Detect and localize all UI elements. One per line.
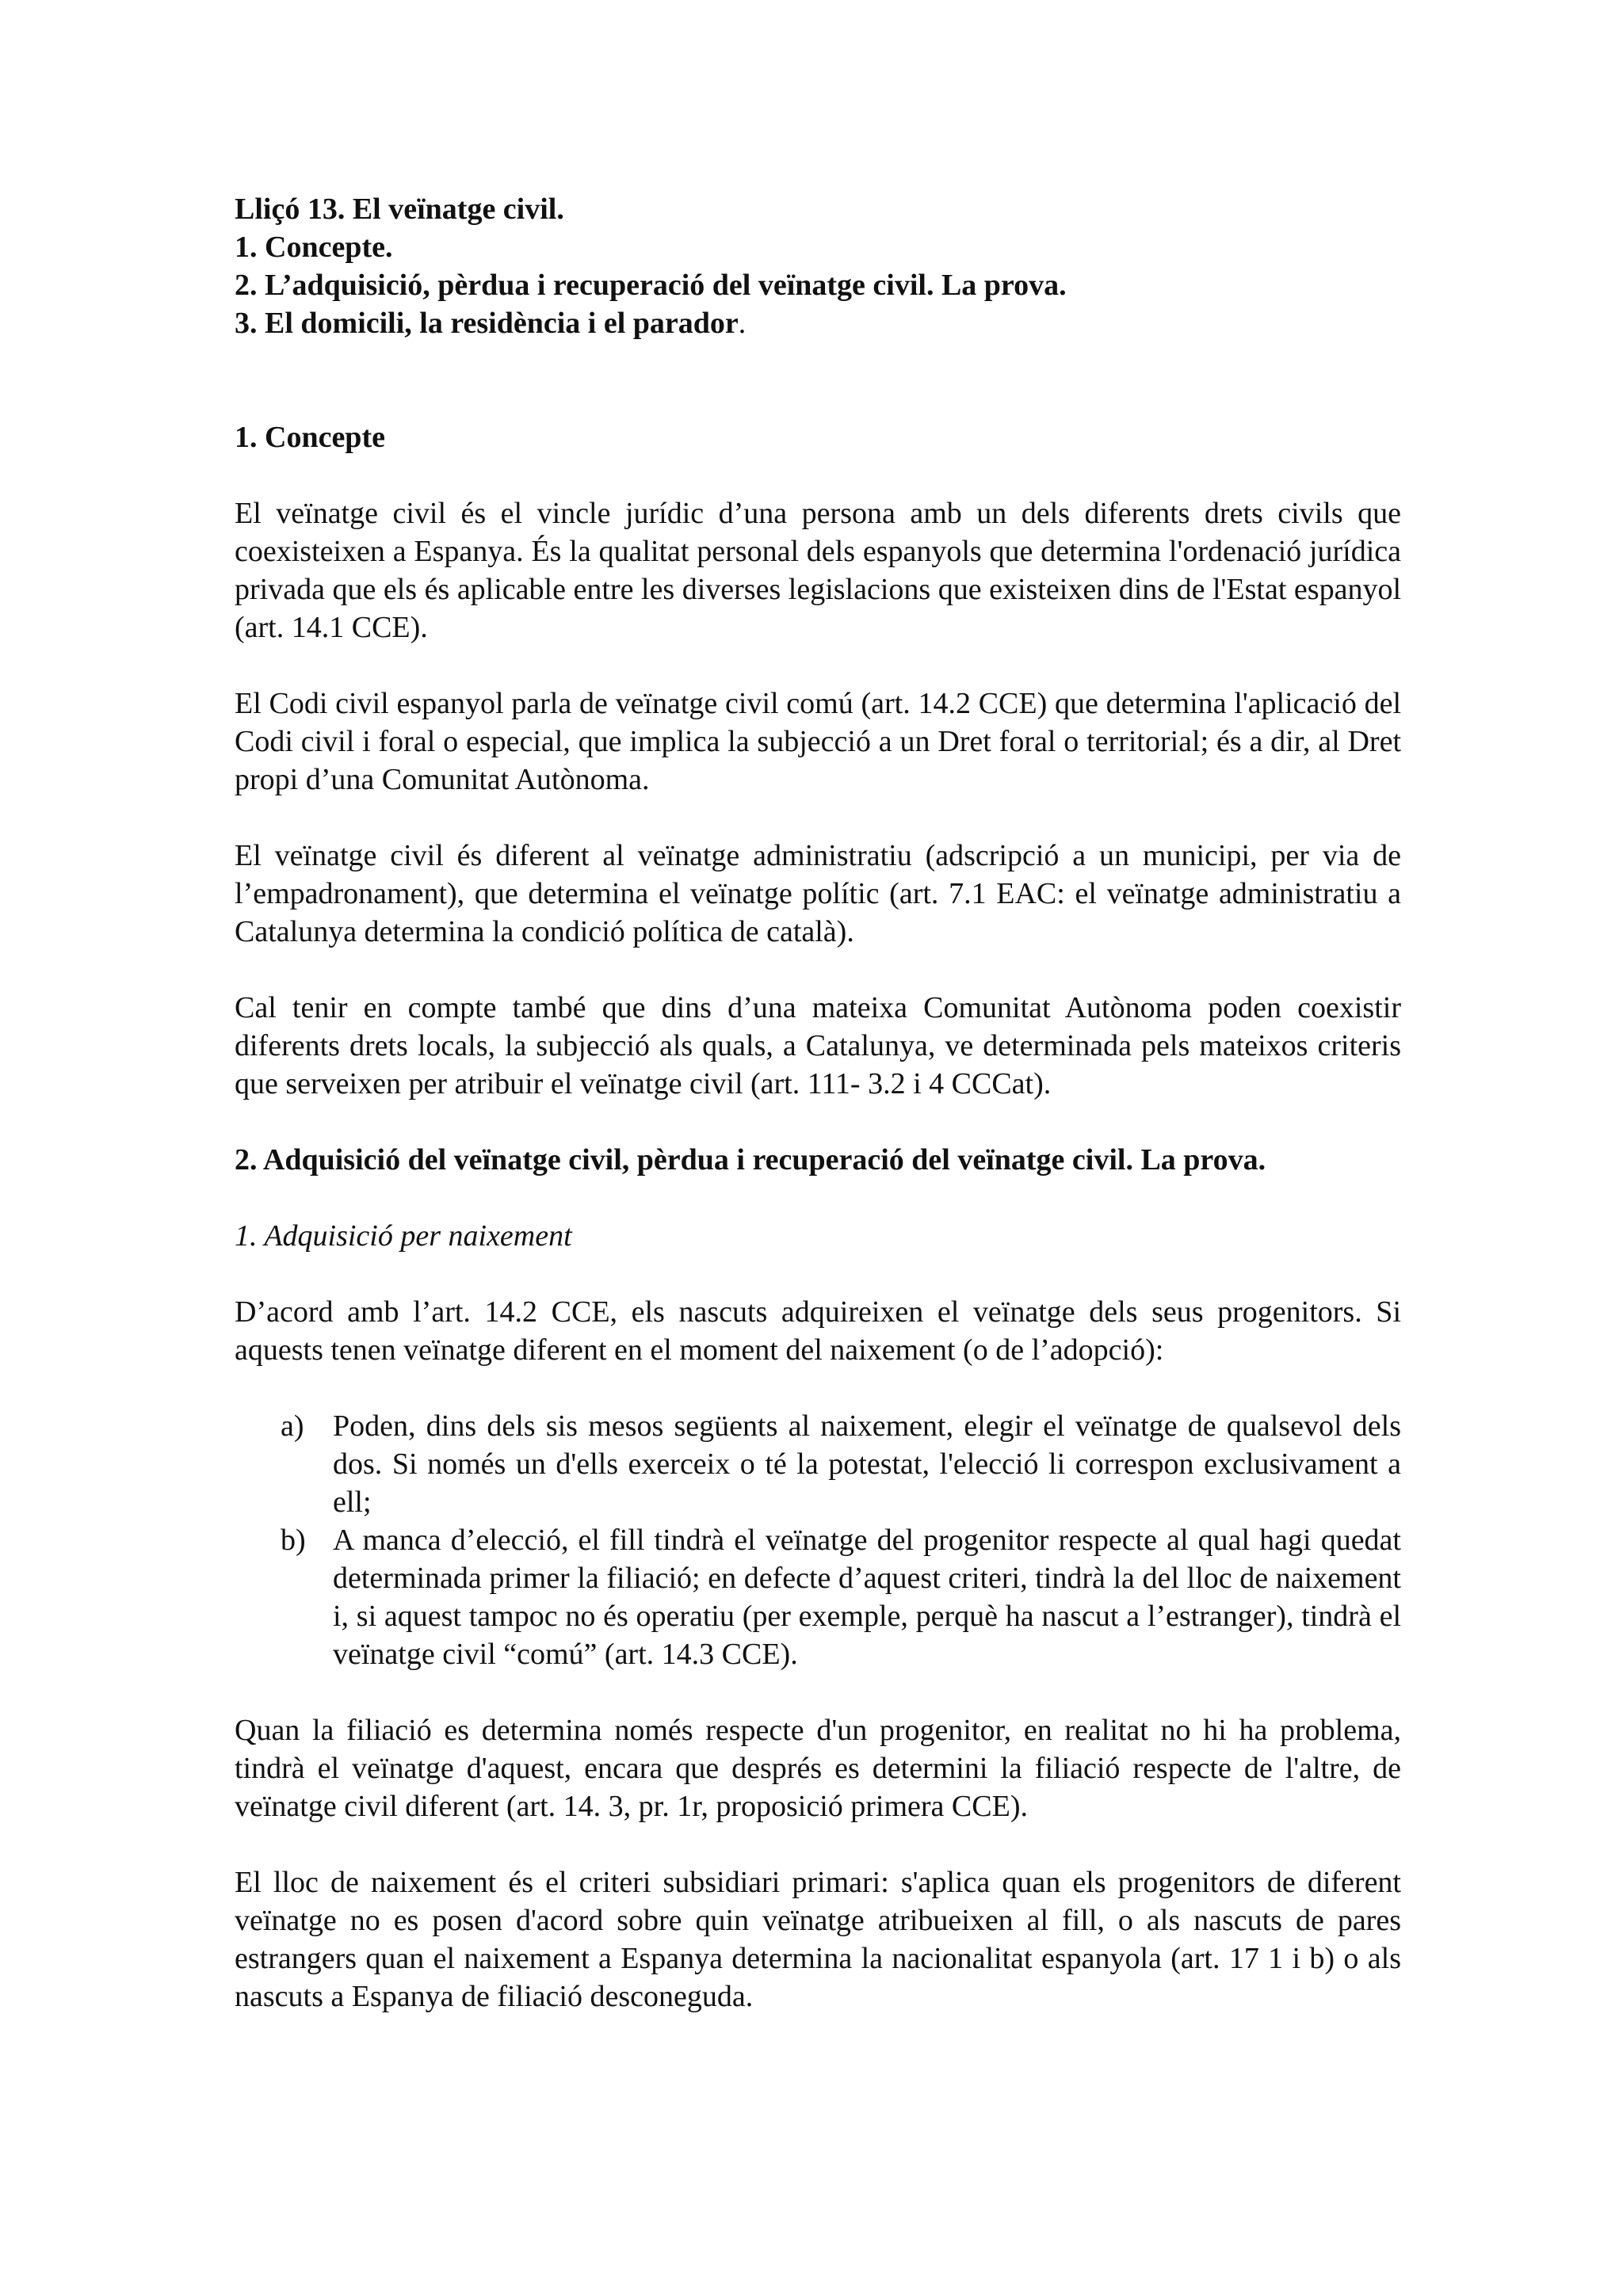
list-item bbox=[235, 1521, 1401, 1673]
section-2-paragraph-3: El lloc de naixement és el criteri subsidiari primari: s'aplica quan els progenitors de diferent veïnatge no es posen d'acord sobre quin veïnatge atribueixen al fill, o als nascuts de pares estrangers quan el naixement a Espanya determina la nacionalitat espanyola (art. 17 1 i b) o als nascuts a Espanya de filiació desconeguda. bbox=[235, 1866, 1401, 2013]
outline-item-3-text: 3. El domicili, la residència i el parador bbox=[235, 307, 739, 340]
lesson-title: Lliçó 13. El veïnatge civil. bbox=[235, 193, 564, 226]
list-item-text: Poden, dins dels sis mesos següents al naixement, elegir el veïnatge de qualsevol dels dos. Si només un d'ells exerceix o té la potestat, l'elecció li correspon exclusivament a ell; bbox=[333, 1409, 1401, 1519]
outline-item-3-period: . bbox=[738, 307, 747, 340]
section-1-paragraph-4: Cal tenir en compte també que dins d’una mateixa Comunitat Autònoma poden coexistir diferents drets locals, la subjecció als quals, a Catalunya, ve determinada pels mateixos criteris que serveixen per atribuir el veïnatge civil (art. 111- 3.2 i 4 CCCat). bbox=[235, 991, 1401, 1100]
section-1-paragraph-2: El Codi civil espanyol parla de veïnatge civil comú (art. 14.2 CCE) que determina l'aplicació del Codi civil i foral o especial, que implica la subjecció a un Dret foral o territorial; és a dir, al Dret propi d’una Comunitat Autònoma. bbox=[235, 687, 1401, 796]
section-1-paragraph-3: El veïnatge civil és diferent al veïnatge administratiu (adscripció a un municipi, per via de l’empadronament), que determina el veïnatge polític (art. 7.1 EAC: el veïnatge administratiu a Catalunya determina la condició política de català). bbox=[235, 839, 1401, 948]
section-1-paragraph-1: El veïnatge civil és el vincle jurídic d’una persona amb un dels diferents drets civils que coexisteixen a Espanya. És la qualitat personal dels espanyols que determina l'ordenació jurídica privada que els és aplicable entre les diverses legislacions que existeixen dins de l'Estat espanyol (art. 14.1 CCE). bbox=[235, 497, 1401, 644]
outline-item-1: 1. Concepte. bbox=[235, 231, 393, 264]
section-2-title: 2. Adquisició del veïnatge civil, pèrdua i recuperació del veïnatge civil. La prova. bbox=[235, 1143, 1266, 1177]
outline-item-2: 2. L’adquisició, pèrdua i recuperació del veïnatge civil. La prova. bbox=[235, 269, 1067, 302]
list-marker: b) bbox=[281, 1524, 306, 1557]
lesson-heading bbox=[235, 190, 1401, 342]
section-1-title: 1. Concepte bbox=[235, 421, 385, 454]
section-2-paragraph-2: Quan la filiació es determina només respecte d'un progenitor, en realitat no hi ha problema, tindrà el veïnatge d'aquest, encara que després es determini la filiació respecte de l'altre, de veïnatge civil diferent (art. 14. 3, pr. 1r, proposició primera CCE). bbox=[235, 1714, 1401, 1823]
list-marker: a) bbox=[281, 1409, 304, 1443]
document-page bbox=[235, 190, 1401, 2016]
subsection-title: 1. Adquisició per naixement bbox=[235, 1219, 572, 1253]
option-list bbox=[235, 1407, 1401, 1673]
list-item-text: A manca d’elecció, el fill tindrà el veïnatge del progenitor respecte al qual hagi quedat determinada primer la filiació; en defecte d’aquest criteri, tindrà la del lloc de naixement i, si aquest tampoc no és operatiu (per exemple, perquè ha nascut a l’estranger), tindrà el veïnatge civil “comú” (art. 14.3 CCE). bbox=[333, 1524, 1401, 1671]
list-item bbox=[235, 1407, 1401, 1521]
outline-item-3 bbox=[235, 304, 1401, 342]
section-2-paragraph-1: D’acord amb l’art. 14.2 CCE, els nascuts adquireixen el veïnatge dels seus progenitors. Si aquests tenen veïnatge diferent en el moment del naixement (o de l’adopció): bbox=[235, 1295, 1401, 1367]
